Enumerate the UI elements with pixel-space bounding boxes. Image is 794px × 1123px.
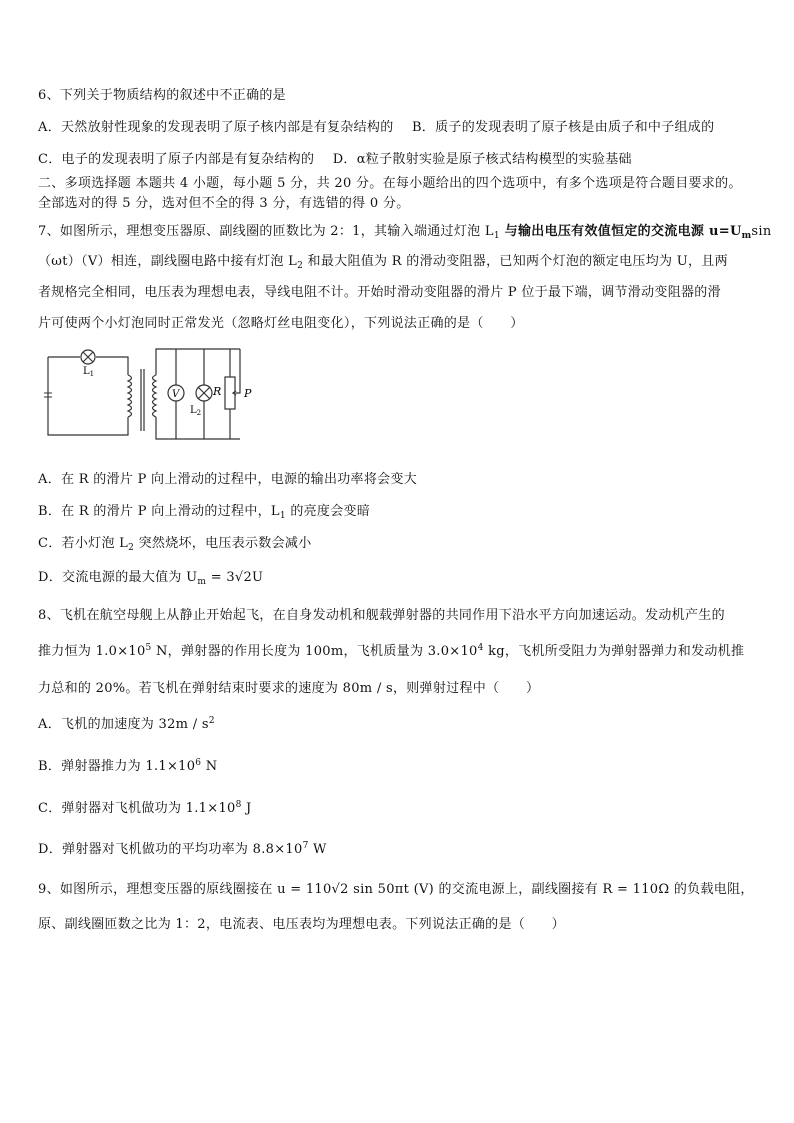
q8-stem-line2 (38, 640, 744, 659)
q8-stem-line3: 力总和的 20%。若飞机在弹射结束时要求的速度为 80m / s，则弹射过程中（ ） (38, 681, 540, 696)
secondary-coil (153, 375, 157, 417)
q6-option-c-text: C．电子的发现表明了原子内部是有复杂结构的 (38, 152, 315, 167)
fig-label-v: V (172, 389, 180, 400)
q7-l2b: 和最大阻值为 R 的滑动变阻器，已知两个灯泡的额定电压均为 U，且两 (303, 254, 728, 269)
q8-optC-a: C．弹射器对飞机做功为 1.1×10 (38, 801, 236, 816)
q9-stem-line1: 9、如图所示，理想变压器的原线圈接在 u = 110√2 sin 50πt (V) 的交流电源上，副线圈接有 R = 110Ω 的负载电阻， (38, 882, 754, 897)
q8-stem-line1: 8、飞机在航空母舰上从静止开始起飞，在自身发动机和舰载弹射器的共同作用下沿水平方向加速运动。发动机产生的 (38, 608, 725, 623)
q8-optA-e: 2 (208, 716, 215, 726)
secondary-top-wire (156, 349, 240, 375)
fig-label-p: P (244, 387, 252, 400)
fig-label-l1: $L_1$ (83, 366, 95, 378)
q7-l1c: sin (751, 224, 772, 239)
q6-option-b-text: B．质子的发现表明了原子核是由质子和中子组成的 (411, 120, 715, 135)
q7-option-c (38, 532, 312, 553)
q8-l2b: N，弹射器的作用长度为 100m，飞机质量为 3.0×10 (151, 644, 478, 659)
q8-optB-a: B．弹射器推力为 1.1×10 (38, 759, 196, 774)
q7-optC-a: C．若小灯泡 L (38, 536, 129, 551)
primary-coil (128, 375, 132, 417)
q9-stem-line2: 原、副线圈匝数之比为 1：2，电流表、电压表均为理想电表。下列说法正确的是（ ） (38, 917, 565, 932)
section-heading-line2: 全部选对的得 5 分，选对但不全的得 3 分，有选错的得 0 分。 (38, 196, 410, 211)
q7-l2a: （ωt）（V）相连，副线圈电路中接有灯泡 L (38, 254, 298, 269)
q6-option-a (38, 116, 714, 135)
q7-l1sub: 1 (493, 231, 500, 241)
q8-optD-b: W (308, 842, 327, 857)
q6-option-c (38, 148, 632, 167)
q7-optC-b: 突然烧坏，电压表示数会减小 (134, 536, 312, 551)
q8-l2a: 推力恒为 1.0×10 (38, 644, 146, 659)
q6-option-d-text: D．α粒子散射实验是原子核式结构模型的实验基础 (332, 152, 632, 167)
q7-l2sub: 2 (297, 261, 304, 271)
q8-option-d (38, 838, 327, 857)
q8-option-a (38, 713, 215, 732)
q8-optC-b: J (241, 801, 252, 816)
q7-optD-sub: m (197, 577, 207, 587)
q7-optD-b: = 3√2U (206, 570, 264, 585)
q8-l2c: kg，飞机所受阻力为弹射器弹力和发动机推 (483, 644, 745, 659)
section-heading-line1: 二、多项选择题 本题共 4 小题，每小题 5 分，共 20 分。在每小题给出的四个选项中，有多个选项是符合题目要求的。 (38, 176, 742, 191)
q8-option-b (38, 755, 217, 774)
q7-optB-b: 的亮度会变暗 (285, 504, 371, 519)
transformer-circuit-diagram (40, 345, 270, 447)
q7-option-b (38, 500, 370, 521)
fig-label-r: R (213, 385, 222, 398)
q7-optB-a: B．在 R 的滑片 P 向上滑动的过程中，L (38, 504, 280, 519)
transformer-core (141, 369, 144, 431)
q8-optB-e: 6 (195, 758, 202, 768)
q8-l2e1: 5 (145, 643, 152, 653)
q6-option-a-text: A．天然放射性现象的发现表明了原子核内部是有复杂结构的 (38, 120, 394, 135)
q8-optD-e: 7 (302, 841, 309, 851)
q8-optD-a: D．弹射器对飞机做功的平均功率为 8.8×10 (38, 842, 303, 857)
secondary-bottom-wire (156, 417, 240, 439)
q8-optA-a: A．飞机的加速度为 32m / s (38, 717, 209, 732)
q7-l1b: 与输出电压有效值恒定的交流电源 u=U (499, 224, 742, 239)
q7-optC-sub: 2 (128, 543, 135, 553)
q7-stem-line2 (38, 250, 728, 271)
q8-option-c (38, 797, 252, 816)
q7-option-a: A．在 R 的滑片 P 向上滑动的过程中，电源的输出功率将会变大 (38, 472, 418, 487)
q7-stem-line1 (38, 220, 772, 241)
q7-optB-sub: 1 (279, 511, 286, 521)
q8-optC-e: 8 (235, 800, 242, 810)
q7-optD-a: D．交流电源的最大值为 U (38, 570, 198, 585)
q7-stem-line3: 者规格完全相同，电压表为理想电表，导线电阻不计。开始时滑动变阻器的滑片 P 位于最下端，调节滑动变阻器的滑 (38, 285, 721, 300)
primary-top-wire-right (96, 357, 128, 375)
q7-l1a: 7、如图所示，理想变压器原、副线圈的匝数比为 2：1，其输入端通过灯泡 L (38, 224, 494, 239)
fig-label-l2: $L_2$ (190, 405, 202, 417)
q7-option-d (38, 566, 263, 587)
q7-stem-line4: 片可使两个小灯泡同时正常发光（忽略灯丝电阻变化），下列说法正确的是（ ） (38, 316, 524, 331)
q6-stem: 6、下列关于物质结构的叙述中不正确的是 (38, 88, 286, 103)
slider-wire (236, 349, 240, 393)
q8-l2e2: 4 (477, 643, 484, 653)
q7-l1m: m (741, 231, 752, 241)
q8-optB-b: N (201, 759, 218, 774)
